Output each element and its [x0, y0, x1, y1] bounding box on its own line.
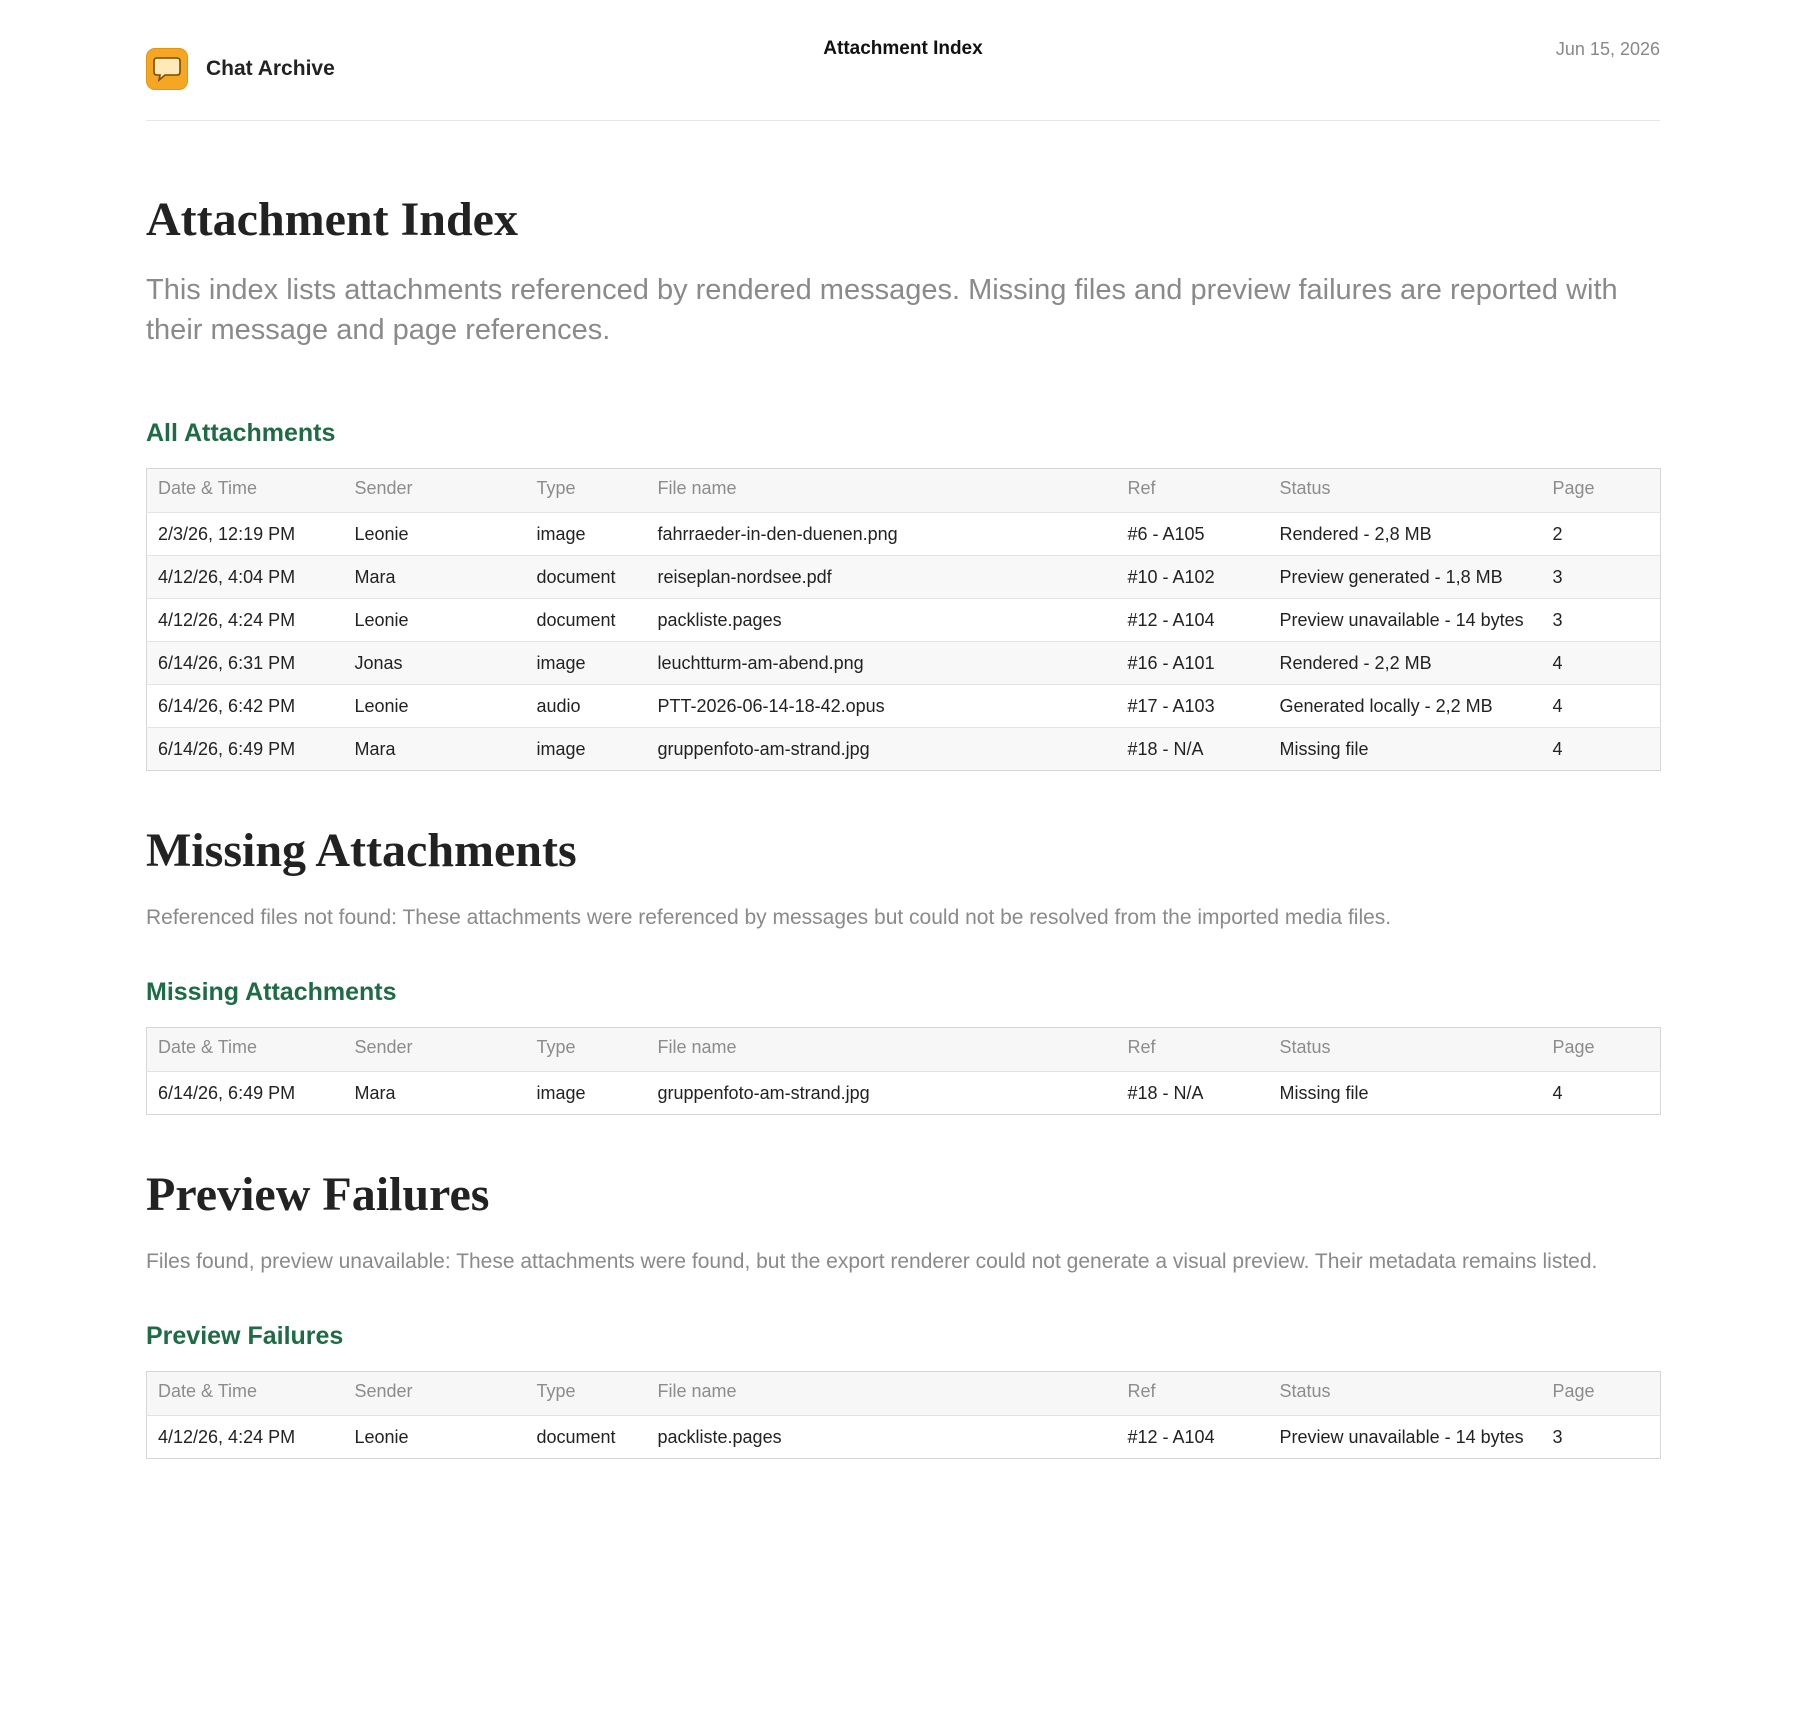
cell-ref: #18 - N/A: [1127, 1083, 1204, 1103]
cell-page: 2: [1542, 513, 1661, 556]
cell-type: image: [526, 728, 647, 771]
column-header-status: Status: [1269, 1028, 1542, 1072]
cell-sender: Mara: [344, 556, 526, 599]
cell-sender: Jonas: [344, 642, 526, 685]
column-header-file: File name: [647, 1372, 1117, 1416]
column-header-datetime: Date & Time: [147, 1372, 344, 1416]
column-header-datetime: Date & Time: [147, 469, 344, 513]
cell-status: Missing file: [1279, 1083, 1369, 1103]
cell-status: Rendered - 2,8 MB: [1269, 513, 1542, 556]
cell-datetime: 4/12/26, 4:04 PM: [147, 556, 344, 599]
cell-file: leuchtturm-am-abend.png: [647, 642, 1117, 685]
cell-ref: #16 - A101: [1117, 642, 1269, 685]
table-row: [147, 728, 1661, 771]
attachments-table: [146, 1371, 1661, 1459]
table-row: [147, 556, 1661, 599]
column-header-page: Page: [1542, 469, 1661, 513]
all-attachments-table: [146, 468, 1660, 771]
app-name: Chat Archive: [206, 57, 335, 80]
page-header: [146, 38, 1660, 121]
cell-ref: #12 - A104: [1127, 1427, 1215, 1447]
cell-page: 3: [1552, 1427, 1563, 1447]
cell-sender: Leonie: [344, 685, 526, 728]
column-header-type: Type: [526, 469, 647, 513]
cell-page: 4: [1552, 1083, 1563, 1103]
page-intro: This index lists attachments referenced by rendered messages. Missing files and preview failures are reported with their message and page references.: [146, 274, 1618, 346]
table-header-row: [147, 1372, 1661, 1416]
cell-file: packliste.pages: [647, 599, 1117, 642]
cell-ref: #6 - A105: [1117, 513, 1269, 556]
cell-sender: Leonie: [344, 513, 526, 556]
cell-ref: #10 - A102: [1117, 556, 1269, 599]
header-title: Attachment Index: [823, 38, 983, 59]
cell-file: gruppenfoto-am-strand.jpg: [647, 728, 1117, 771]
cell-datetime: 6/14/26, 6:42 PM: [147, 685, 344, 728]
column-header-file: File name: [647, 1028, 1117, 1072]
column-header-sender: Sender: [344, 1028, 526, 1072]
cell-type: document: [526, 556, 647, 599]
cell-page: 3: [1542, 556, 1661, 599]
column-header-type: Type: [526, 1028, 647, 1072]
cell-sender: Mara: [354, 1083, 396, 1103]
cell-ref: #17 - A103: [1117, 685, 1269, 728]
column-header-ref: Ref: [1117, 469, 1269, 513]
cell-type: document: [526, 599, 647, 642]
column-header-file: File name: [647, 469, 1117, 513]
preview-failures-title: Preview Failures: [146, 1168, 490, 1221]
table-row: [147, 685, 1661, 728]
column-header-status: Status: [1269, 1372, 1542, 1416]
missing-description: Referenced files not found: These attachments were referenced by messages but could not be resolved from the imported media files.: [146, 906, 1392, 929]
attachments-table: [146, 1027, 1661, 1115]
all-attachments-heading: All Attachments: [146, 419, 336, 447]
column-header-sender: Sender: [344, 469, 526, 513]
cell-datetime: 6/14/26, 6:49 PM: [158, 1083, 296, 1103]
cell-ref: #18 - N/A: [1117, 728, 1269, 771]
preview-failures-table: [146, 1371, 1660, 1459]
column-header-sender: Sender: [344, 1372, 526, 1416]
cell-file: reiseplan-nordsee.pdf: [647, 556, 1117, 599]
page-title: Attachment Index: [146, 193, 518, 246]
cell-type: image: [526, 513, 647, 556]
preview-failures-heading: Preview Failures: [146, 1322, 344, 1350]
cell-file: gruppenfoto-am-strand.jpg: [657, 1083, 870, 1103]
cell-datetime: 4/12/26, 4:24 PM: [147, 599, 344, 642]
cell-page: 4: [1542, 642, 1661, 685]
column-header-page: Page: [1542, 1028, 1661, 1072]
missing-attachments-heading: Missing Attachments: [146, 978, 397, 1006]
cell-status: Missing file: [1269, 728, 1542, 771]
cell-status: Generated locally - 2,2 MB: [1269, 685, 1542, 728]
cell-type: audio: [526, 685, 647, 728]
attachments-table: [146, 468, 1661, 771]
missing-attachments-table: [146, 1027, 1660, 1115]
cell-datetime: 4/12/26, 4:24 PM: [158, 1427, 296, 1447]
cell-datetime: 2/3/26, 12:19 PM: [147, 513, 344, 556]
cell-sender: Leonie: [354, 1427, 409, 1447]
table-header-row: [147, 1028, 1661, 1072]
table-header-row: [147, 469, 1661, 513]
cell-page: 3: [1542, 599, 1661, 642]
cell-page: 4: [1542, 685, 1661, 728]
main-content: [146, 192, 1660, 1459]
table-row: [147, 1416, 1661, 1459]
cell-type: document: [536, 1427, 616, 1447]
column-header-page: Page: [1542, 1372, 1661, 1416]
column-header-ref: Ref: [1117, 1028, 1269, 1072]
column-header-type: Type: [526, 1372, 647, 1416]
cell-status: Rendered - 2,2 MB: [1269, 642, 1542, 685]
cell-file: packliste.pages: [657, 1427, 782, 1447]
cell-status: Preview unavailable - 14 bytes: [1269, 599, 1542, 642]
cell-type: image: [526, 642, 647, 685]
cell-sender: Leonie: [344, 599, 526, 642]
cell-status: Preview unavailable - 14 bytes: [1279, 1427, 1524, 1447]
header-date: Jun 15, 2026: [1555, 39, 1660, 59]
preview-failures-description: Files found, preview unavailable: These attachments were found, but the export renderer could not generate a visual preview. Their metadata remains listed.: [146, 1250, 1598, 1273]
table-row: [147, 513, 1661, 556]
column-header-ref: Ref: [1117, 1372, 1269, 1416]
cell-file: PTT-2026-06-14-18-42.opus: [647, 685, 1117, 728]
table-row: [147, 642, 1661, 685]
cell-datetime: 6/14/26, 6:49 PM: [147, 728, 344, 771]
cell-datetime: 6/14/26, 6:31 PM: [147, 642, 344, 685]
column-header-datetime: Date & Time: [147, 1028, 344, 1072]
cell-sender: Mara: [344, 728, 526, 771]
cell-file: fahrraeder-in-den-duenen.png: [647, 513, 1117, 556]
table-row: [147, 599, 1661, 642]
column-header-status: Status: [1269, 469, 1542, 513]
cell-status: Preview generated - 1,8 MB: [1269, 556, 1542, 599]
table-row: [147, 1072, 1661, 1115]
missing-section-title: Missing Attachments: [146, 824, 577, 877]
cell-page: 4: [1542, 728, 1661, 771]
cell-ref: #12 - A104: [1117, 599, 1269, 642]
cell-type: image: [536, 1083, 586, 1103]
